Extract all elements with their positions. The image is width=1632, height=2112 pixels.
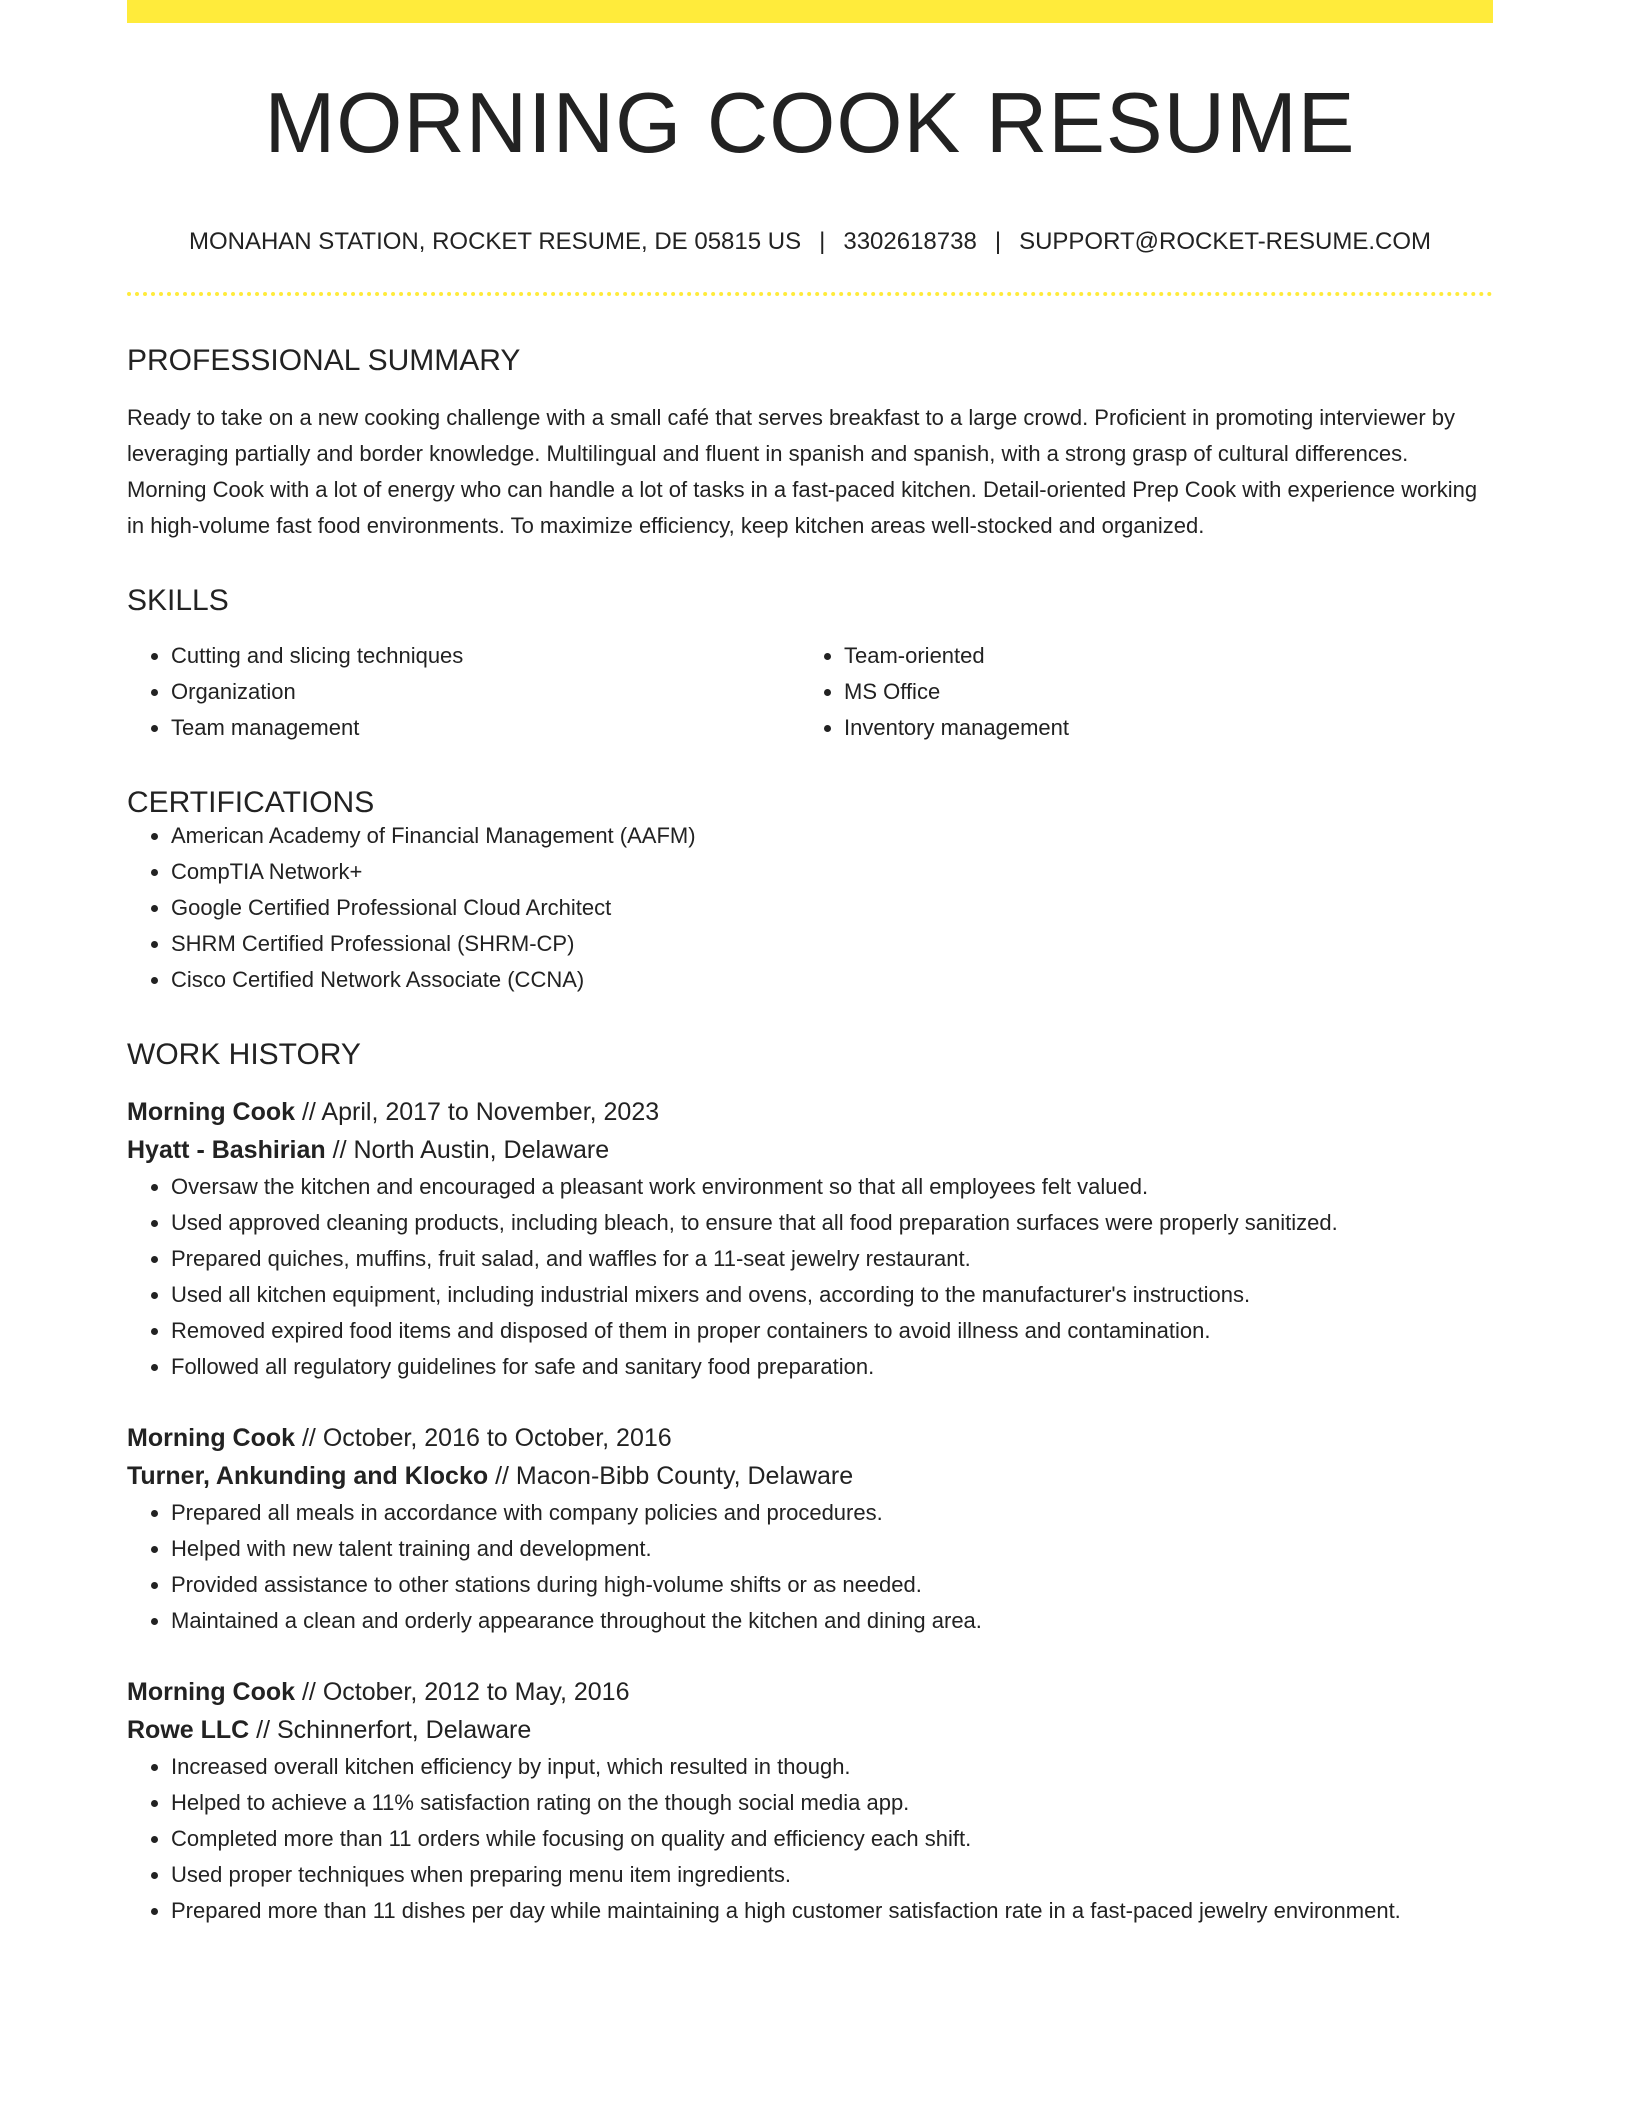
- job-duty-item: • Prepared quiches, muffins, fruit salad, and waffles for a 11-seat jewelry restaurant.: [171, 1241, 1493, 1277]
- job-duties-list: [127, 1169, 1493, 1385]
- job-duty-item: • Helped with new talent training and development.: [171, 1531, 1493, 1567]
- certifications-list: [127, 818, 1493, 998]
- job-title-line: [127, 1673, 1493, 1711]
- job-title: Morning Cook: [127, 1098, 296, 1126]
- job-duty-item: • Used all kitchen equipment, including industrial mixers and ovens, according to the manufacturer's instructions.: [171, 1277, 1493, 1313]
- skills-column-left: [127, 638, 800, 746]
- certification-item: • Google Certified Professional Cloud Architect: [171, 890, 1493, 926]
- resume-page: [127, 0, 1493, 1929]
- contact-email: SUPPORT@ROCKET-RESUME.COM: [1019, 228, 1432, 255]
- skill-item: • MS Office: [844, 674, 1473, 710]
- resume-title: MORNING COOK RESUME: [264, 76, 1356, 171]
- job-duty-item: • Increased overall kitchen efficiency by input, which resulted in though.: [171, 1749, 1493, 1785]
- job-duty-item: • Removed expired food items and disposed of them in proper containers to avoid illness and contamination.: [171, 1313, 1493, 1349]
- skills-grid: [127, 638, 1493, 746]
- contact-phone: 3302618738: [843, 228, 977, 255]
- job-duty-item: • Oversaw the kitchen and encouraged a pleasant work environment so that all employees felt valued.: [171, 1169, 1493, 1205]
- accent-top-bar: [127, 0, 1493, 23]
- job-duty-item: • Prepared more than 11 dishes per day while maintaining a high customer satisfaction rate in a fast-paced jewelry environment.: [171, 1893, 1493, 1929]
- skill-item: • Team management: [171, 710, 800, 746]
- job-company: Hyatt - Bashirian: [127, 1136, 326, 1164]
- work-history-heading: WORK HISTORY: [127, 1038, 361, 1071]
- job-duty-item: • Provided assistance to other stations during high-volume shifts or as needed.: [171, 1567, 1493, 1603]
- job-location: // North Austin, Delaware: [325, 1136, 610, 1164]
- skill-item: • Cutting and slicing techniques: [171, 638, 800, 674]
- job-title-line: [127, 1093, 1493, 1131]
- job-duty-item: • Helped to achieve a 11% satisfaction rating on the though social media app.: [171, 1785, 1493, 1821]
- job-duty-item: • Prepared all meals in accordance with company policies and procedures.: [171, 1495, 1493, 1531]
- job-company-line: [127, 1131, 1493, 1169]
- job-duty-item: • Followed all regulatory guidelines for safe and sanitary food preparation.: [171, 1349, 1493, 1385]
- skill-item: • Organization: [171, 674, 800, 710]
- certification-item: • SHRM Certified Professional (SHRM-CP): [171, 926, 1493, 962]
- contact-line: [127, 230, 1493, 254]
- job-company-line: [127, 1457, 1493, 1495]
- job-duties-list: [127, 1495, 1493, 1639]
- summary-heading: PROFESSIONAL SUMMARY: [127, 344, 521, 377]
- job-entry: [127, 1419, 1493, 1639]
- skills-list-left: [127, 638, 800, 746]
- certification-item: • Cisco Certified Network Associate (CCNA): [171, 962, 1493, 998]
- certification-item: • American Academy of Financial Management (AAFM): [171, 818, 1493, 854]
- job-dates: // October, 2016 to October, 2016: [295, 1424, 672, 1452]
- skill-item: • Inventory management: [844, 710, 1473, 746]
- job-entry: [127, 1093, 1493, 1385]
- job-entry: [127, 1673, 1493, 1929]
- contact-address: MONAHAN STATION, ROCKET RESUME, DE 05815 US: [188, 228, 802, 255]
- job-duties-list: [127, 1749, 1493, 1929]
- job-dates: // October, 2012 to May, 2016: [295, 1678, 630, 1706]
- job-company-line: [127, 1711, 1493, 1749]
- job-location: // Macon-Bibb County, Delaware: [488, 1462, 854, 1490]
- skills-column-right: [800, 638, 1473, 746]
- dotted-divider: [127, 292, 1493, 296]
- job-company: Rowe LLC: [127, 1716, 250, 1744]
- job-title: Morning Cook: [127, 1678, 296, 1706]
- job-duty-item: • Used proper techniques when preparing menu item ingredients.: [171, 1857, 1493, 1893]
- certifications-heading: CERTIFICATIONS: [127, 786, 375, 819]
- job-title-line: [127, 1419, 1493, 1457]
- skills-list-right: [800, 638, 1473, 746]
- job-dates: // April, 2017 to November, 2023: [295, 1098, 660, 1126]
- job-location: // Schinnerfort, Delaware: [249, 1716, 532, 1744]
- job-duty-item: • Used approved cleaning products, including bleach, to ensure that all food preparation surfaces were properly sanitized.: [171, 1205, 1493, 1241]
- certification-item: • CompTIA Network+: [171, 854, 1493, 890]
- contact-separator: |: [819, 228, 826, 255]
- skill-item: • Team-oriented: [844, 638, 1473, 674]
- summary-text: Ready to take on a new cooking challenge with a small café that serves breakfast to a large crowd. Proficient in promoting interviewer by leveraging partially and border knowledge. Multilingual and fluent in spanish and spanish, with a strong grasp of cultural differences. Morning Cook with a lot of energy who can handle a lot of tasks in a fast-paced kitchen. Detail-oriented Prep Cook with experience working in high-volume fast food environments. To maximize efficiency, keep kitchen areas well-stocked and organized.: [127, 405, 1478, 538]
- skills-heading: SKILLS: [127, 584, 229, 617]
- contact-separator: |: [994, 228, 1002, 255]
- job-company: Turner, Ankunding and Klocko: [127, 1462, 489, 1490]
- job-duty-item: • Maintained a clean and orderly appearance throughout the kitchen and dining area.: [171, 1603, 1493, 1639]
- job-title: Morning Cook: [127, 1424, 296, 1452]
- job-duty-item: • Completed more than 11 orders while focusing on quality and efficiency each shift.: [171, 1821, 1493, 1857]
